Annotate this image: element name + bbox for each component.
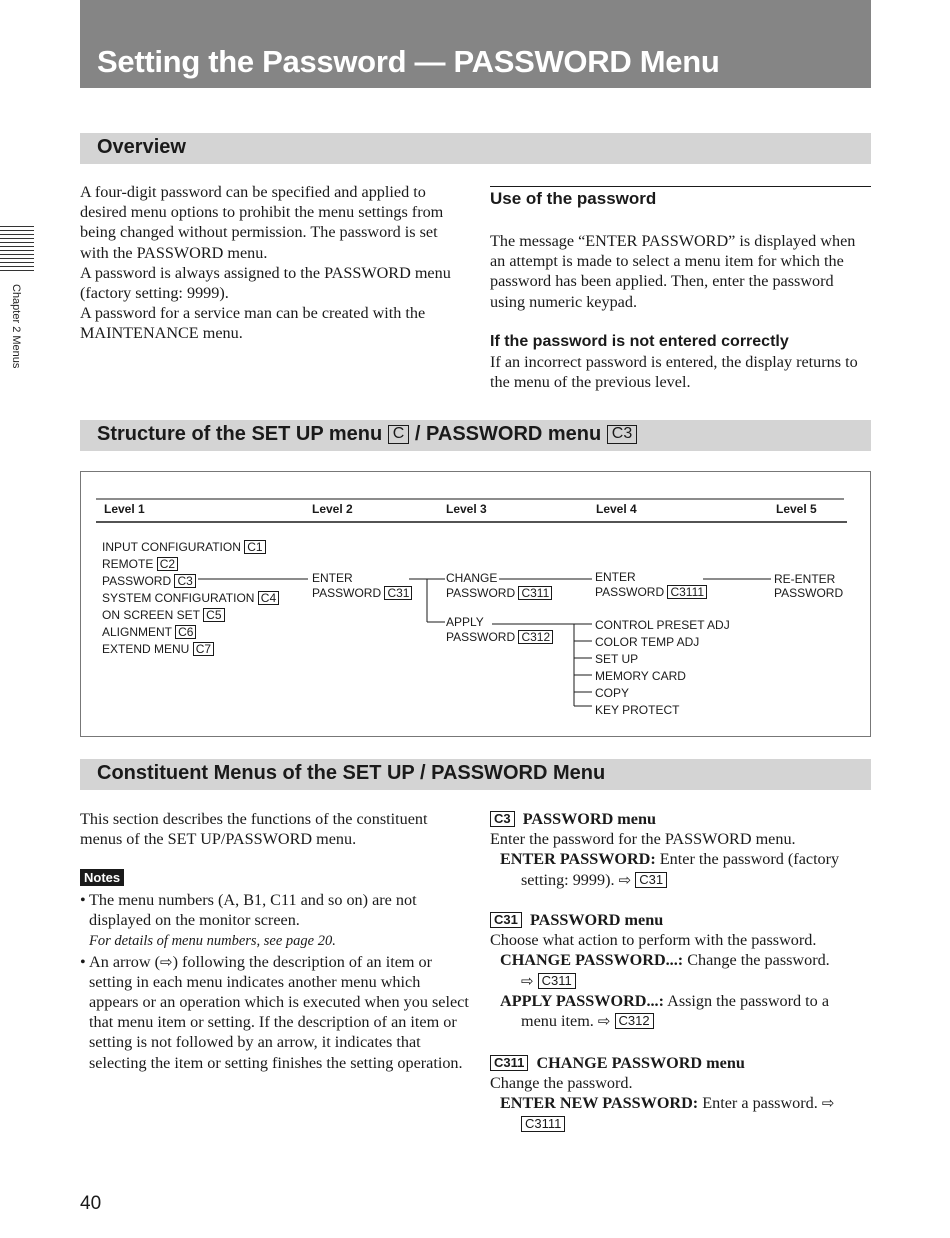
node-line: PASSWORD: [774, 585, 844, 600]
constituent-heading-bar: [80, 759, 871, 790]
node-line: ENTER: [312, 571, 353, 585]
menu-code-box: C311: [490, 1055, 528, 1071]
menu-code-box: C5: [203, 608, 224, 622]
menu-item-text: Assign the password to a: [667, 991, 829, 1010]
structure-heading-bar: [80, 420, 871, 451]
note-item: [80, 890, 470, 952]
level1-item: [102, 539, 279, 556]
arrow-icon: ⇨: [618, 870, 632, 889]
menu-description: Enter the password for the PASSWORD menu.: [490, 830, 796, 849]
menu-code-box: C312: [518, 630, 553, 644]
menu-code-box: C31: [384, 586, 412, 600]
menu-title: PASSWORD menu: [522, 810, 656, 828]
level2-enter-password: [312, 572, 412, 600]
item-label: INPUT CONFIGURATION: [102, 540, 241, 554]
page-title: Setting the Password — PASSWORD Menu: [97, 44, 720, 79]
menu-code-box: C3: [174, 574, 195, 588]
menu-code-box: C: [388, 425, 410, 444]
menu-code-box: C3111: [667, 585, 707, 599]
menu-c311-block: [490, 1053, 875, 1134]
node-line: CHANGE: [446, 571, 498, 585]
arrow-icon: ⇨: [160, 952, 173, 971]
menu-title: CHANGE PASSWORD menu: [536, 1054, 745, 1072]
menu-item-label: CHANGE PASSWORD...:: [500, 951, 684, 970]
menu-item-label: APPLY PASSWORD...:: [500, 991, 664, 1010]
menu-c3-block: [490, 809, 875, 890]
page-title-bar: [80, 0, 871, 88]
overview-heading: Overview: [97, 136, 186, 158]
constituent-heading: Constituent Menus of the SET UP / PASSWORD Menu: [97, 762, 606, 784]
menu-code-box: C6: [175, 625, 196, 639]
divider: [490, 186, 871, 187]
menu-code-box: C2: [157, 557, 178, 571]
level1-item: [102, 607, 279, 624]
item-label: SYSTEM CONFIGURATION: [102, 591, 255, 605]
menu-item-cont: [490, 971, 875, 991]
node-line: RE-ENTER: [774, 572, 836, 586]
menu-heading: [490, 809, 875, 829]
bullet-icon: •: [80, 952, 86, 971]
overview-heading-bar: [80, 133, 871, 164]
node-line: PASSWORD: [446, 629, 516, 644]
item-label: EXTEND MENU: [102, 642, 190, 656]
menu-code-box: C31: [490, 912, 522, 928]
chapter-tab-marker: [0, 226, 34, 271]
note-item: [80, 952, 470, 1073]
menu-code-box: C7: [193, 642, 214, 656]
node-line: APPLY: [446, 615, 484, 629]
item-label: REMOTE: [102, 557, 154, 571]
level5-reenter-password: [774, 573, 843, 600]
menu-code-box: C3: [490, 811, 515, 827]
level1-list: [102, 539, 279, 658]
incorrect-text: If an incorrect password is entered, the display returns to the menu of the previous level.: [490, 353, 858, 392]
overview-paragraph: A password for a service man can be created with the MAINTENANCE menu.: [80, 304, 426, 343]
menu-item-text: Enter a password.: [702, 1094, 818, 1113]
menu-item-text: setting: 9999).: [521, 870, 615, 889]
level-header: Level 4: [596, 502, 637, 516]
menu-item-cont: [490, 1114, 875, 1134]
menu-code-box: C311: [538, 973, 576, 989]
menu-item: [490, 991, 875, 1011]
note-reference: For details of menu numbers, see page 20.: [89, 933, 336, 950]
menu-item-label: ENTER NEW PASSWORD:: [500, 1094, 699, 1113]
level4-item: COPY: [595, 686, 630, 700]
notes-label: Notes: [80, 869, 124, 886]
level-header: Level 5: [776, 502, 817, 516]
chapter-side-label: Chapter 2 Menus: [10, 284, 22, 369]
node-line: PASSWORD: [312, 585, 382, 600]
menu-item-text: Enter the password (factory: [659, 850, 840, 869]
menu-item-text: menu item.: [521, 1012, 594, 1031]
level4-item: SET UP: [595, 652, 639, 666]
structure-heading: [97, 423, 637, 446]
menu-code-box: C312: [615, 1013, 654, 1029]
menu-item: [490, 849, 875, 869]
menu-description: Change the password.: [490, 1074, 633, 1093]
menu-item: [490, 1093, 875, 1113]
menu-structure-diagram: [80, 471, 871, 737]
menu-item: [490, 950, 875, 970]
menu-title: PASSWORD menu: [529, 911, 664, 929]
bullet-icon: •: [80, 891, 86, 909]
item-label: PASSWORD: [102, 574, 172, 588]
note-text: ) following the description of an item or setting in each menu indicates another menu which appears or an operation which is executed when you select that menu item or setting. If the description of an item or setting is not followed by an arrow, it indicates that selecting the item or setting finishes the setting operation.: [89, 952, 469, 1072]
level4-enter-password: [595, 571, 707, 599]
menu-heading: [490, 910, 875, 930]
arrow-icon: ⇨: [821, 1094, 835, 1113]
menu-item-text: Change the password.: [687, 951, 830, 970]
menu-c31-block: [490, 910, 875, 1031]
incorrect-section: [490, 332, 871, 393]
level1-item: [102, 556, 279, 573]
level4-item: KEY PROTECT: [595, 703, 680, 717]
menu-description: Choose what action to perform with the password.: [490, 931, 817, 950]
level3-change-password: [446, 572, 552, 600]
item-label: ON SCREEN SET: [102, 608, 200, 622]
arrow-icon: ⇨: [597, 1012, 611, 1031]
level4-items: [595, 617, 730, 719]
node-line: ENTER: [595, 570, 636, 584]
level1-item: [102, 641, 279, 658]
note-text: The menu numbers (A, B1, C11 and so on) are not displayed on the monitor screen.: [89, 891, 417, 930]
menu-item-cont: [490, 1011, 875, 1031]
note-text: An arrow (: [89, 952, 161, 971]
level1-item: [102, 573, 279, 590]
menu-item-cont: [490, 870, 875, 890]
menu-code-box: C3: [607, 425, 637, 444]
item-label: ALIGNMENT: [102, 625, 172, 639]
menu-code-box: C311: [518, 586, 552, 600]
level4-item: MEMORY CARD: [595, 669, 686, 683]
structure-heading-text: Structure of the SET UP menu: [97, 423, 383, 445]
level4-item: COLOR TEMP ADJ: [595, 635, 700, 649]
use-heading: Use of the password: [490, 189, 657, 208]
overview-paragraph: A password is always assigned to the PASSWORD menu (factory setting: 9999).: [80, 263, 451, 303]
level4-item: CONTROL PRESET ADJ: [595, 618, 730, 632]
level1-item: [102, 590, 279, 607]
page-number: 40: [80, 1193, 102, 1214]
menu-code-box: C4: [258, 591, 279, 605]
level-header: Level 1: [104, 502, 145, 516]
node-line: PASSWORD: [446, 585, 516, 600]
level-header: Level 3: [446, 502, 487, 516]
level-header: Level 2: [312, 502, 353, 516]
incorrect-heading: If the password is not entered correctly: [490, 333, 789, 350]
level1-item: [102, 624, 279, 641]
overview-text: [80, 182, 465, 344]
notes-list: [80, 890, 470, 1073]
use-text: The message “ENTER PASSWORD” is displayed when an attempt is made to select a menu item for which the password has been applied. Then, enter the password using numeric keypad.: [490, 232, 856, 311]
structure-heading-text: / PASSWORD menu: [414, 423, 602, 445]
node-line: PASSWORD: [595, 584, 665, 599]
menu-code-box: C1: [244, 540, 265, 554]
overview-paragraph: A four-digit password can be specified and applied to desired menu options to prohibit the menu settings from being changed without permission. The password is set with the PASSWORD menu.: [80, 183, 444, 262]
arrow-icon: ⇨: [521, 971, 534, 990]
constituent-intro: This section describes the functions of the constituent menus of the SET UP/PASSWORD menu.: [80, 810, 428, 849]
menu-code-box: C31: [635, 872, 667, 888]
level3-apply-password: [446, 616, 553, 644]
menu-item-label: ENTER PASSWORD:: [500, 850, 656, 869]
menu-heading: [490, 1053, 875, 1073]
menu-code-box: C3111: [521, 1116, 565, 1132]
